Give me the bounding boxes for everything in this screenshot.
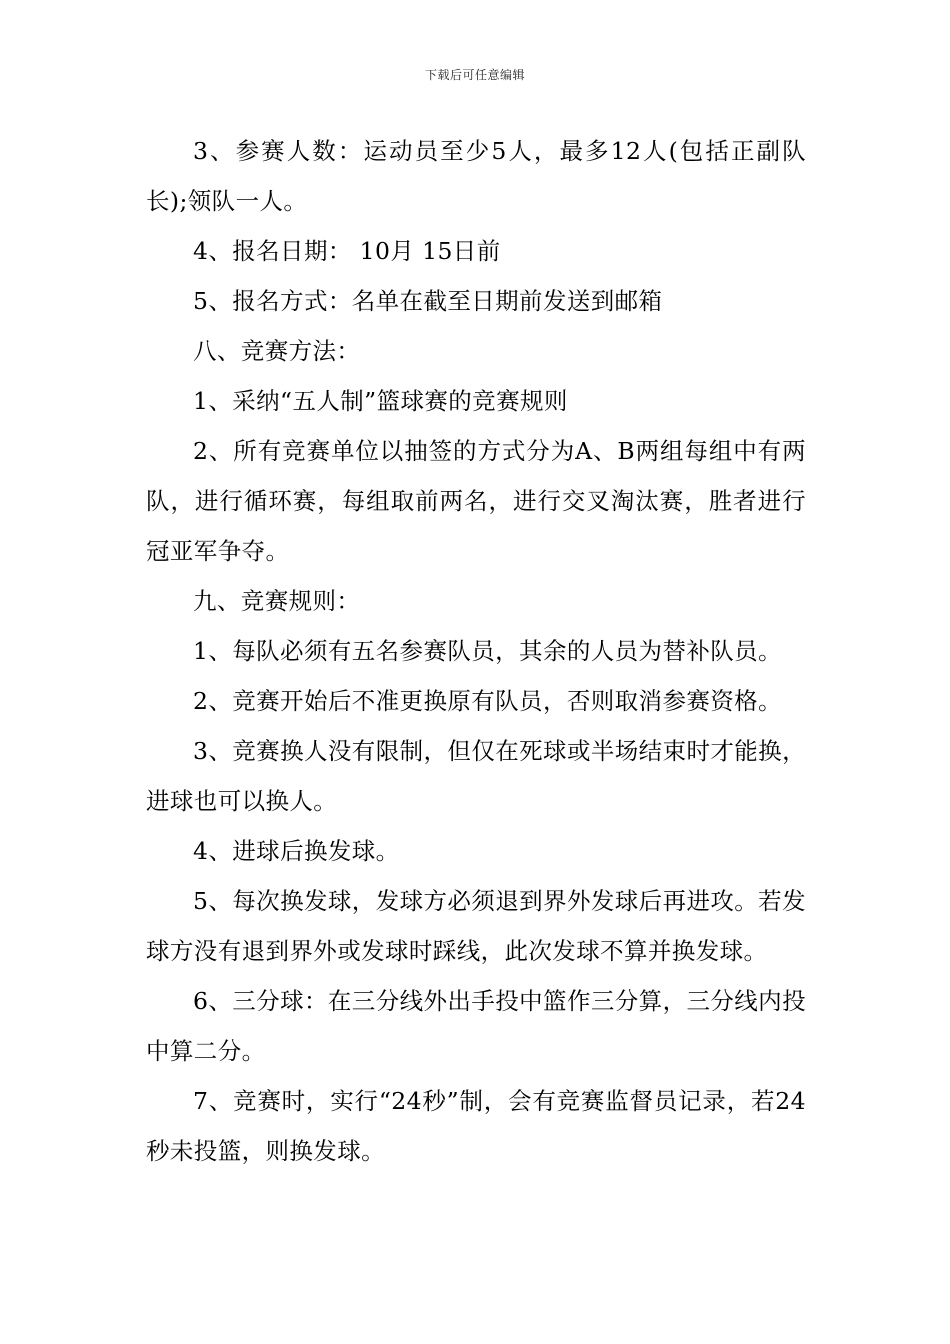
section-heading-competition-rules: 九、竞赛规则：: [193, 587, 361, 615]
paragraph-rule-3: 3、竞赛换人没有限制，但仅在死球或半场结束时才能换，进球也可以换人。: [146, 737, 806, 815]
section-heading-competition-method: 八、竞赛方法：: [193, 337, 361, 365]
paragraph-rule-4: 4、进球后换发球。: [193, 837, 400, 865]
paragraph-rule-6: 6、三分球：在三分线外出手投中篮作三分算，三分线内投中算二分。: [146, 987, 806, 1065]
paragraph-method-1: 1、采纳“五人制”篮球赛的竞赛规则: [193, 387, 568, 415]
page-header-note: 下载后可任意编辑: [424, 68, 525, 82]
paragraph-rule-7: 7、竞赛时，实行“24秒”制，会有竞赛监督员记录，若24秒未投篮，则换发球。: [146, 1087, 806, 1165]
paragraph-rule-2: 2、竞赛开始后不准更换原有队员，否则取消参赛资格。: [193, 687, 782, 715]
paragraph-method-2: 2、所有竞赛单位以抽签的方式分为A、B两组每组中有两队，进行循环赛，每组取前两名，进行交叉淘汰赛，胜者进行冠亚军争夺。: [146, 437, 806, 565]
paragraph-rule-5: 5、每次换发球，发球方必须退到界外发球后再进攻。若发球方没有退到界外或发球时踩线，此次发球不算并换发球。: [146, 887, 806, 965]
paragraph-participants: 3、参赛人数：运动员至少5人，最多12人(包括正副队长);领队一人。: [146, 137, 806, 215]
paragraph-rule-1: 1、每队必须有五名参赛队员，其余的人员为替补队员。: [193, 637, 782, 665]
document-body: [146, 126, 806, 1176]
paragraph-registration-method: 5、报名方式：名单在截至日期前发送到邮箱: [193, 287, 663, 315]
paragraph-registration-date: 4、报名日期： 10月 15日前: [193, 237, 501, 265]
